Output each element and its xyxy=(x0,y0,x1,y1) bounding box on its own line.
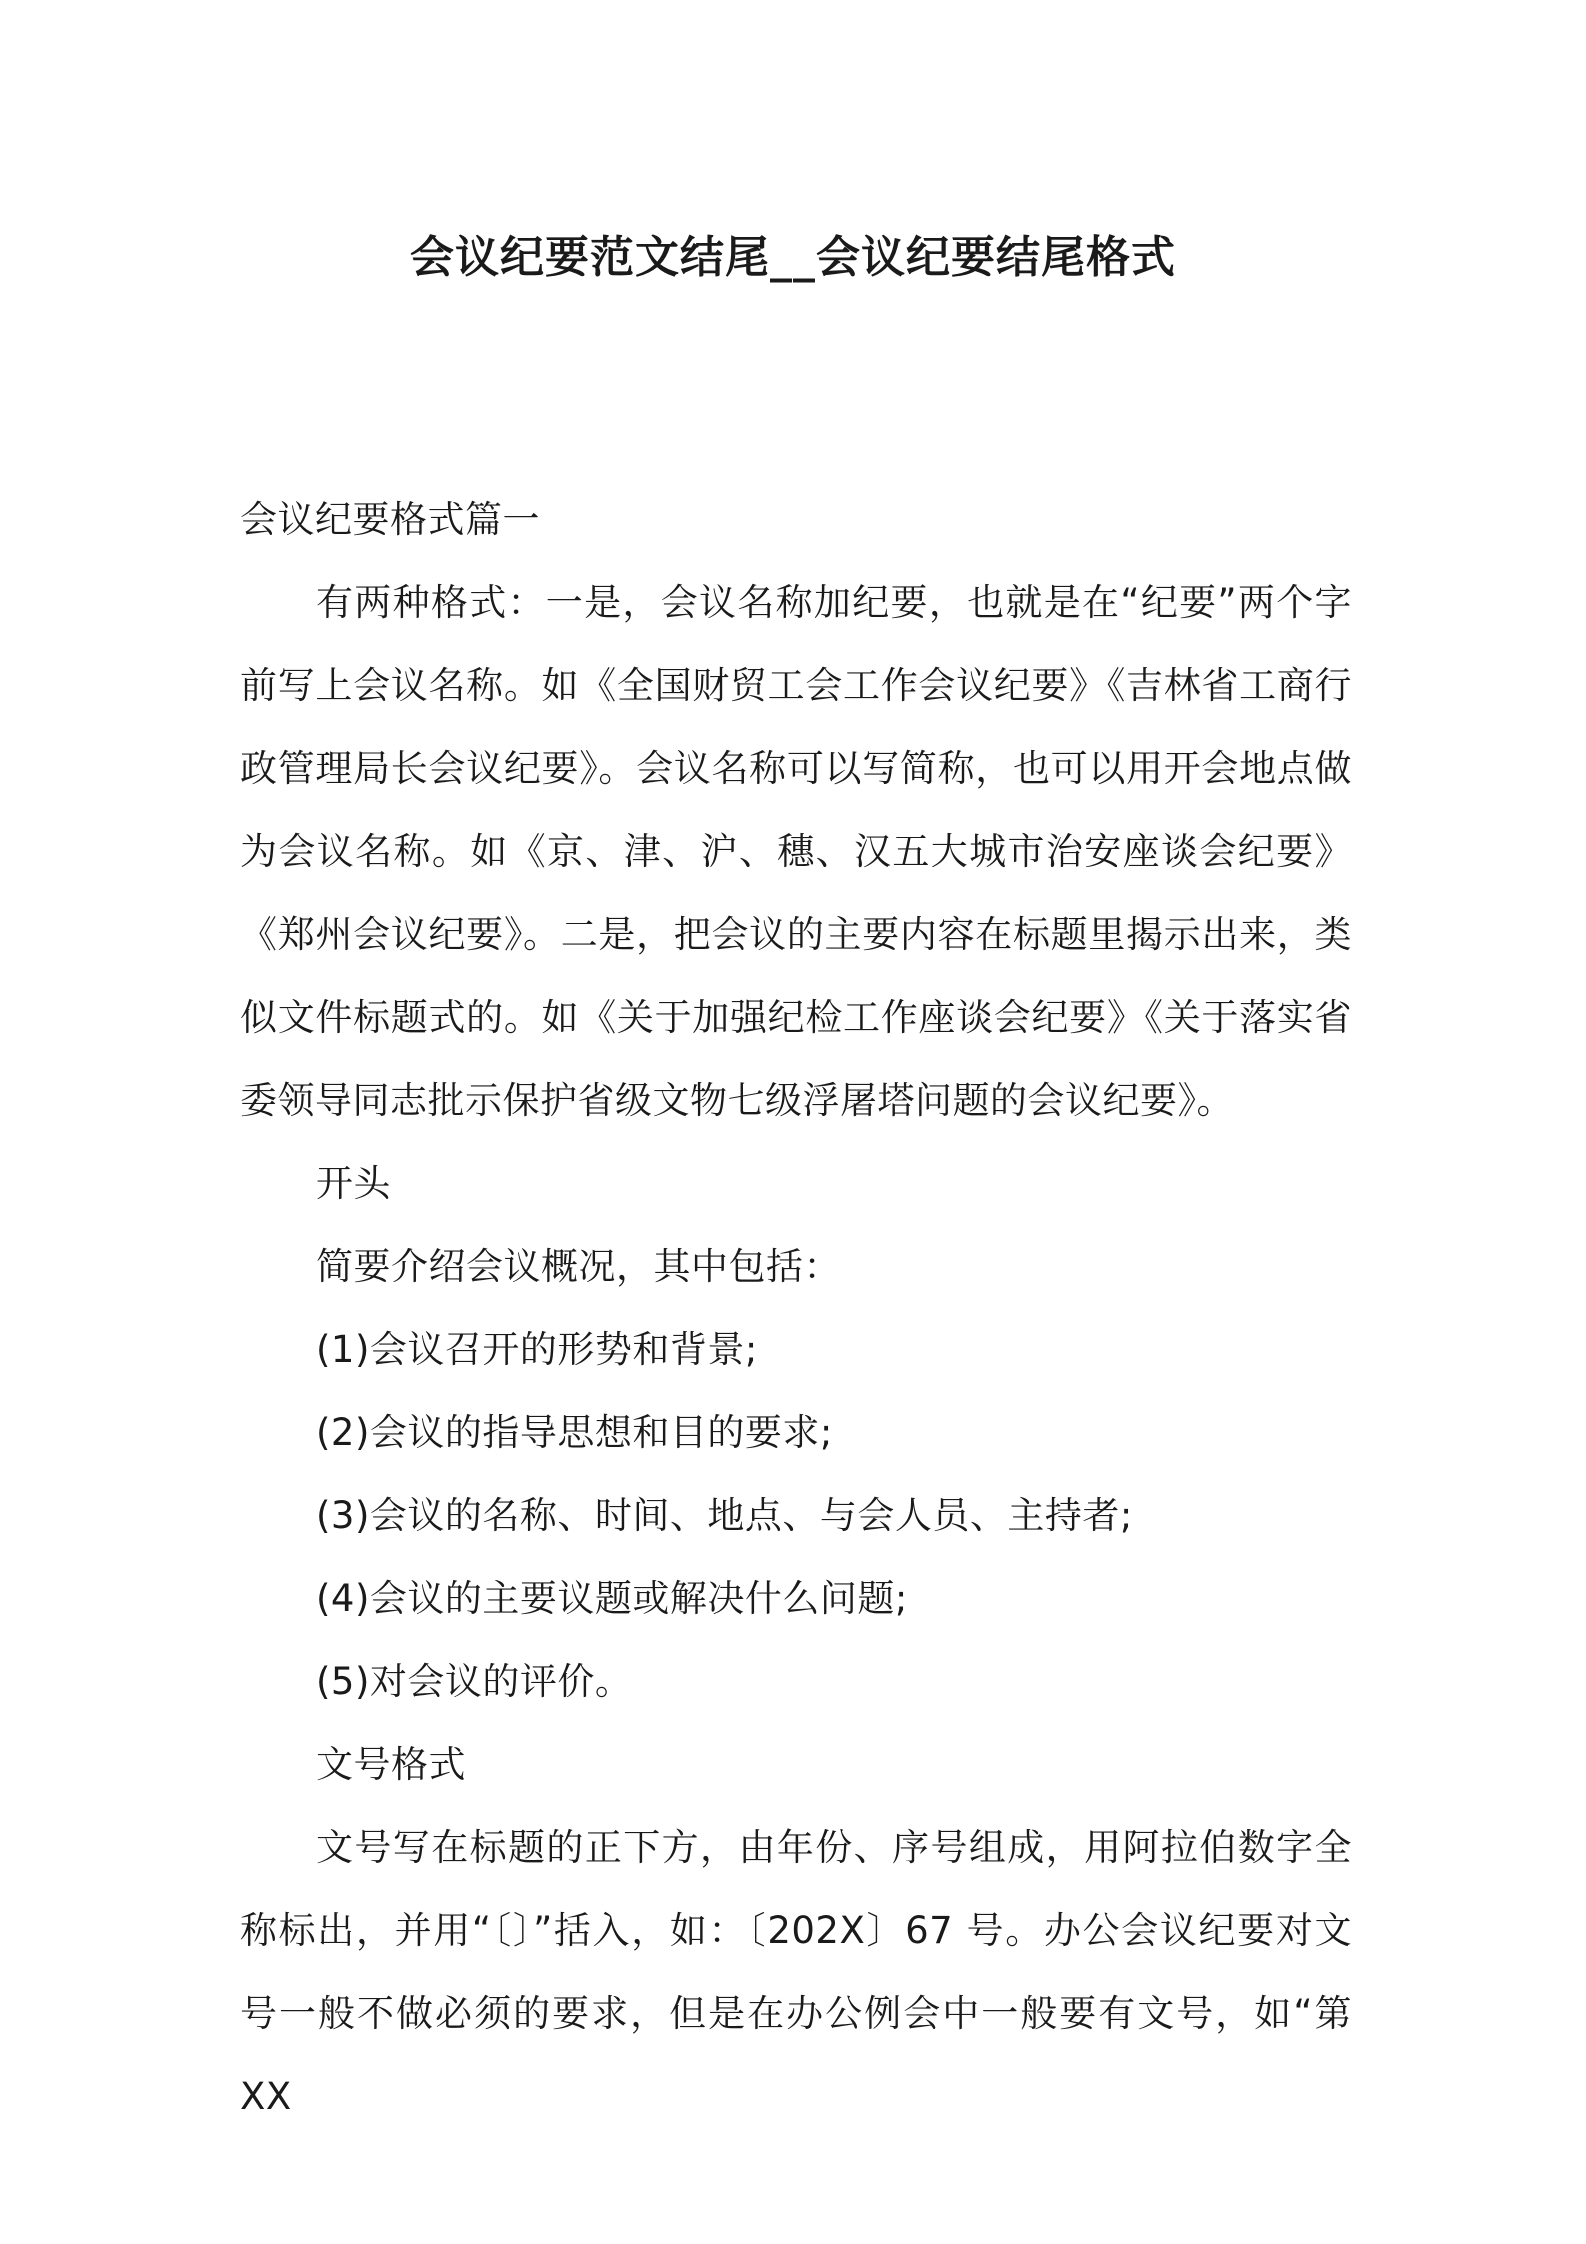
paragraph-title-formats: 有两种格式：一是，会议名称加纪要，也就是在“纪要”两个字前写上会议名称。如《全国财贸工会工作会议纪要》《吉林省工商行政管理局长会议纪要》。会议名称可以写简称，也可以用开会地点做为会议名称。如《京、津、沪、穗、汉五大城市治安座谈会纪要》《郑州会议纪要》。二是，把会议的主要内容在标题里揭示出来，类似文件标题式的。如《关于加强纪检工作座谈会纪要》《关于落实省委领导同志批示保护省级文物七级浮屠塔问题的会议纪要》。 xyxy=(240,581,1352,1122)
list-item: (2)会议的指导思想和目的要求; xyxy=(316,1411,833,1454)
list-item: (3)会议的名称、时间、地点、与会人员、主持者; xyxy=(316,1494,1133,1537)
list-item: (4)会议的主要议题或解决什么问题; xyxy=(316,1577,908,1620)
document-body xyxy=(240,478,1352,2138)
list-item: (1)会议召开的形势和背景; xyxy=(316,1328,758,1371)
paragraph-number-format: 文号写在标题的正下方，由年份、序号组成，用阿拉伯数字全称标出，并用“〔〕”括入，如：〔202X〕67 号。办公会议纪要对文号一般不做必须的要求，但是在办公例会中一般要有文号，如“第 XX xyxy=(240,1826,1352,2118)
document-title: 会议纪要范文结尾__会议纪要结尾格式 xyxy=(410,232,1176,283)
list-item: (5)对会议的评价。 xyxy=(316,1660,633,1703)
opening-intro: 简要介绍会议概况，其中包括： xyxy=(316,1245,841,1288)
subheading-opening: 开头 xyxy=(316,1162,391,1205)
subheading-number-format: 文号格式 xyxy=(316,1743,466,1786)
section-heading: 会议纪要格式篇一 xyxy=(240,498,540,541)
